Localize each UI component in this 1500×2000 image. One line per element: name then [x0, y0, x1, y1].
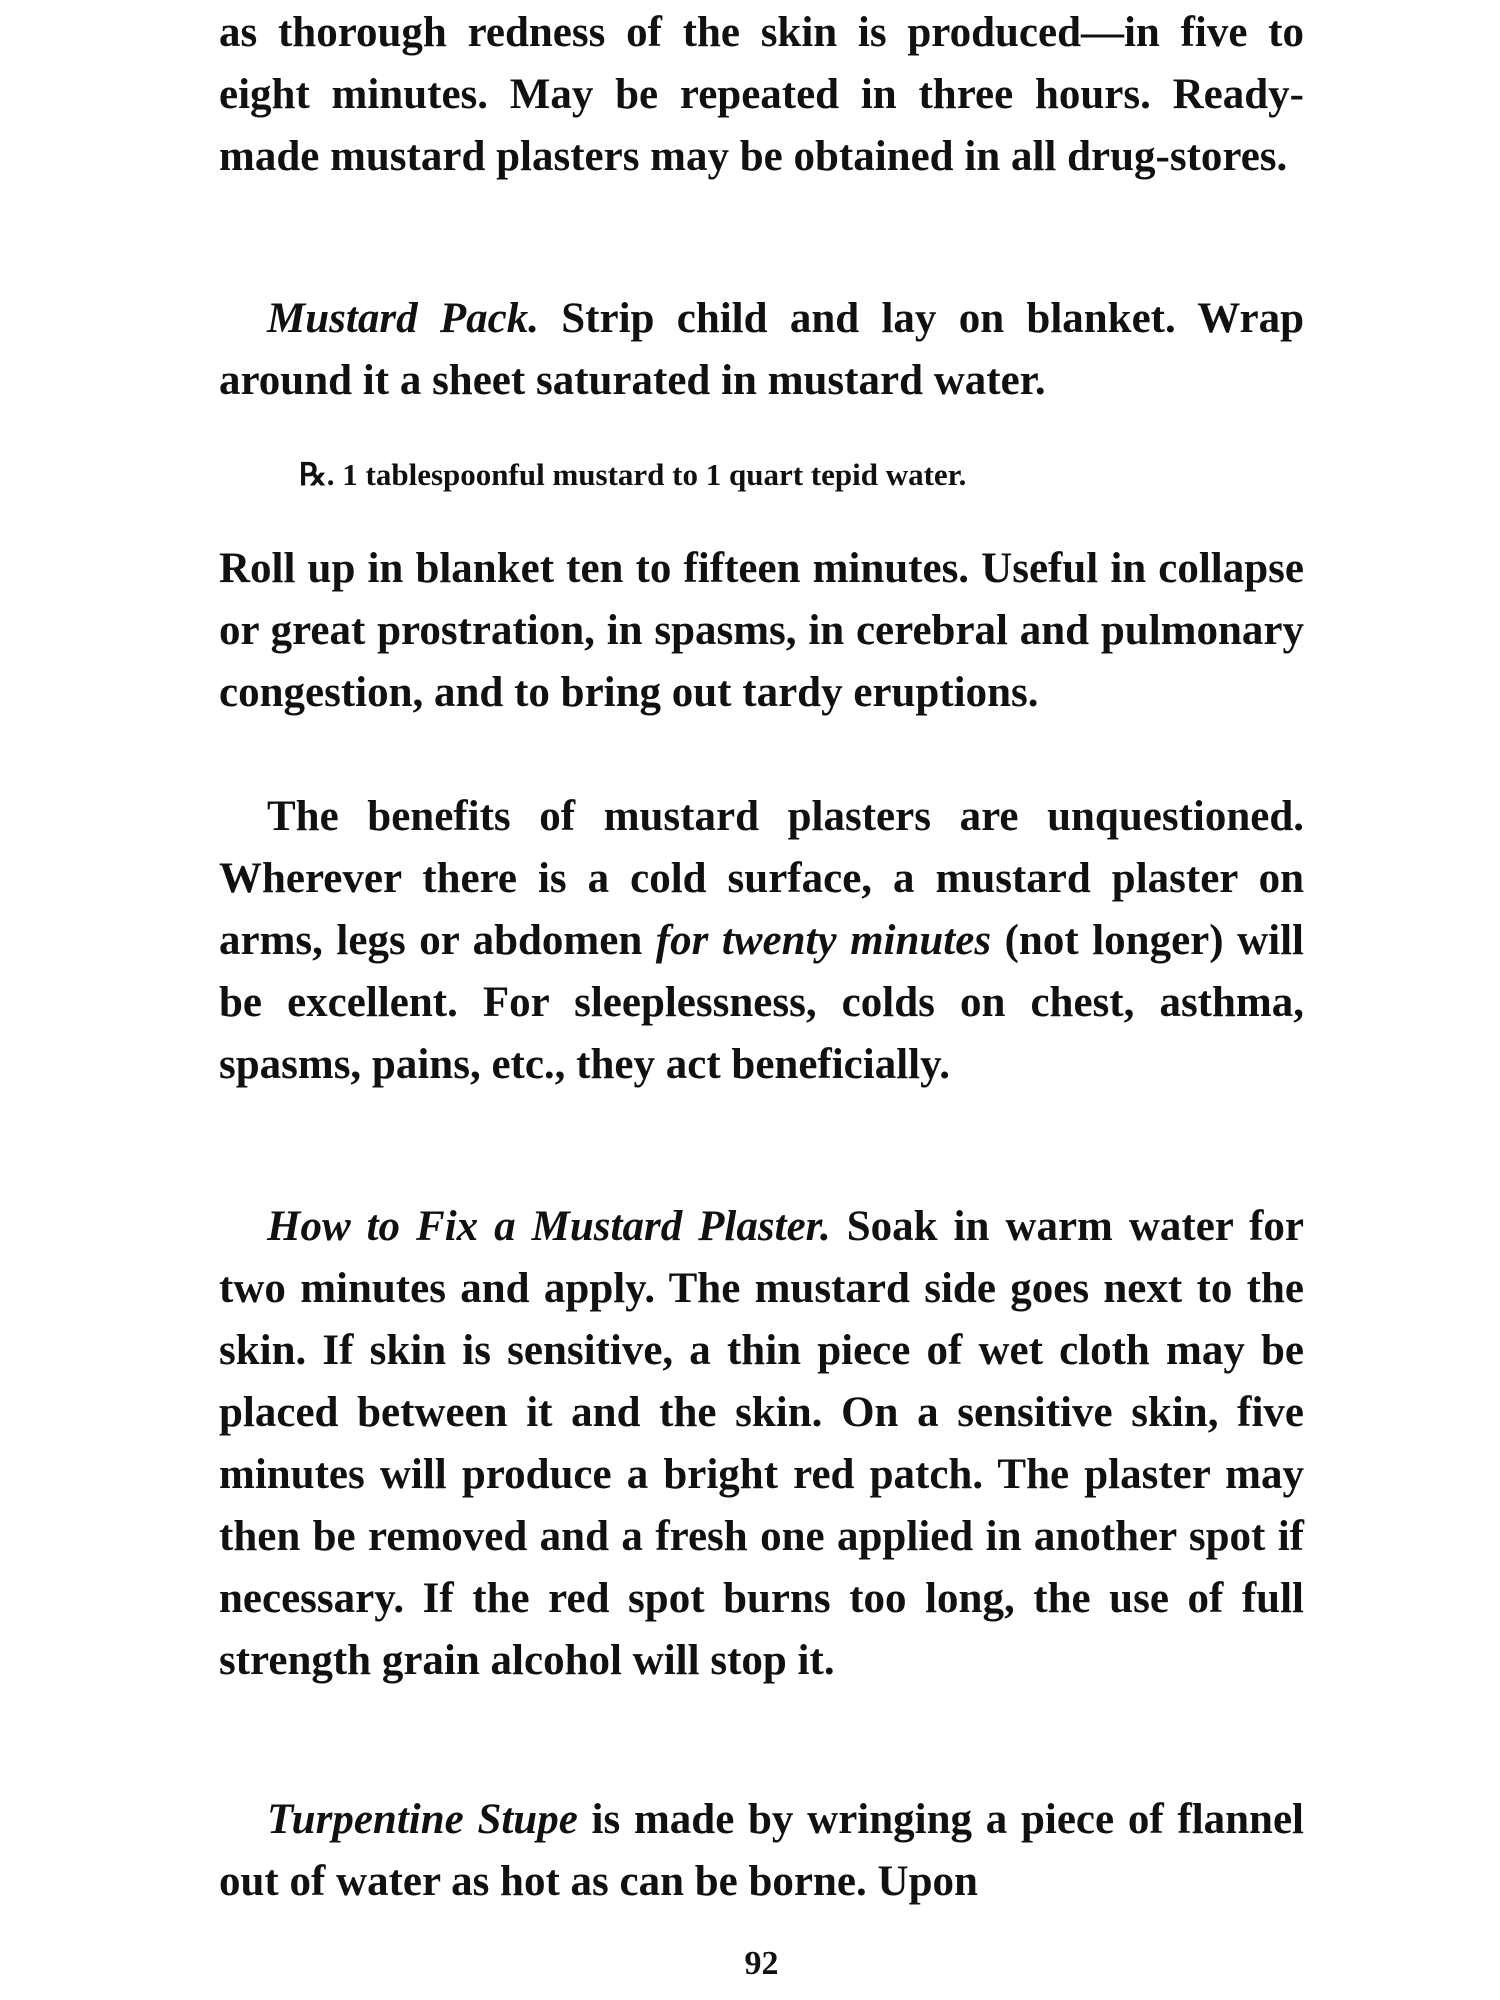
paragraph-fix-plaster: [219, 1196, 1304, 1692]
benefits-text-b: (not longer) will be excellent. For sleeplessness, colds on chest, asthma, spasms, pains, etc., they act beneficially.: [219, 917, 1304, 1088]
paragraph-continuation: as thorough redness of the skin is produced—in five to eight minutes. May be repeated in three hours. Ready-made mustard plasters may be obtained in all drug-stores.: [219, 9, 1304, 180]
benefits-emphasis: for twenty minutes: [655, 917, 992, 964]
page-number: 92: [744, 1945, 779, 1982]
recipe-line: ℞. 1 tablespoonful mustard to 1 quart tepid water.: [299, 457, 967, 492]
turpentine-heading: Turpentine Stupe: [267, 1796, 578, 1843]
fix-plaster-body: Soak in warm water for two minutes and apply. The mustard side goes next to the skin. If skin is sensitive, a thin piece of wet cloth may be placed between it and the skin. On a sensitive skin, five minutes will produce a bright red patch. The plaster may then be removed and a fresh one applied in another spot if necessary. If the red spot burns too long, the use of full strength grain alcohol will stop it.: [219, 1203, 1304, 1684]
paragraph-turpentine-stupe: [219, 1789, 1304, 1913]
paragraph-roll-up: Roll up in blanket ten to fifteen minutes. Useful in collapse or great prostration, in spasms, in cerebral and pulmonary congestion, and to bring out tardy eruptions.: [219, 545, 1304, 716]
paragraph-mustard-pack: [219, 288, 1304, 412]
book-page: [219, 0, 1304, 2000]
fix-plaster-heading: How to Fix a Mustard Plaster.: [267, 1203, 831, 1250]
mustard-pack-body: Strip child and lay on blanket. Wrap around it a sheet saturated in mustard water.: [219, 295, 1304, 404]
turpentine-body: is made by wringing a piece of flannel out of water as hot as can be borne. Upon: [219, 1796, 1305, 1905]
benefits-text-a: The benefits of mustard plasters are unquestioned. Wherever there is a cold surface, a mustard plaster on arms, legs or abdomen: [219, 793, 1304, 964]
mustard-pack-heading: Mustard Pack.: [267, 295, 539, 342]
paragraph-benefits: [219, 786, 1304, 1096]
